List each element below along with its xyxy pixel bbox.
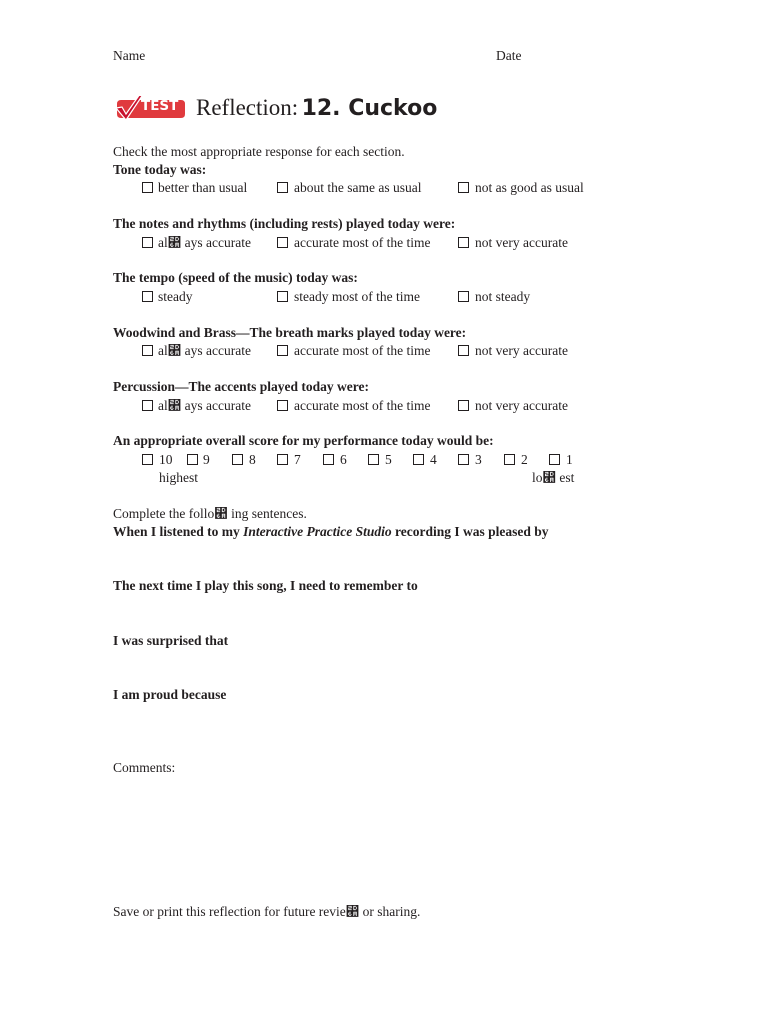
notes-always-label: al⵪ ays accurate [158, 235, 251, 250]
breath-not-checkbox[interactable] [458, 345, 469, 356]
accents-most-checkbox[interactable] [277, 400, 288, 411]
score-4-label: 4 [430, 452, 437, 467]
tempo-most-label: steady most of the time [294, 289, 420, 304]
pleased-prompt-product: Interactive Practice Studio [243, 524, 392, 539]
score-10-checkbox[interactable] [142, 454, 153, 465]
test-badge [113, 96, 185, 118]
score-1-checkbox[interactable] [549, 454, 560, 465]
test-badge-text: TEST [141, 98, 179, 114]
score-1-label: 1 [566, 452, 573, 467]
tempo-steady-label: steady [158, 289, 193, 304]
breath-heading: Woodwind and Brass—The breath marks played today were: [113, 325, 467, 340]
tone-same-label: about the same as usual [294, 180, 422, 195]
remember-prompt: The next time I play this song, I need to remember to [113, 578, 418, 593]
page-title [196, 95, 437, 121]
date-label: Date [496, 48, 522, 63]
title-song: 12. Cuckoo [301, 96, 438, 121]
tone-better-checkbox[interactable] [142, 182, 153, 193]
accents-always-checkbox[interactable] [142, 400, 153, 411]
breath-most-checkbox[interactable] [277, 345, 288, 356]
notes-not-checkbox[interactable] [458, 237, 469, 248]
notes-always-checkbox[interactable] [142, 237, 153, 248]
pleased-prompt [113, 524, 549, 540]
notes-heading: The notes and rhythms (including rests) played today were: [113, 216, 456, 231]
score-9-label: 9 [203, 452, 210, 467]
score-2-checkbox[interactable] [504, 454, 515, 465]
breath-always-checkbox[interactable] [142, 345, 153, 356]
score-7-label: 7 [294, 452, 301, 467]
score-9-checkbox[interactable] [187, 454, 198, 465]
notes-most-checkbox[interactable] [277, 237, 288, 248]
accents-not-label: not very accurate [475, 398, 568, 413]
score-7-checkbox[interactable] [277, 454, 288, 465]
score-5-checkbox[interactable] [368, 454, 379, 465]
tempo-heading: The tempo (speed of the music) today was: [113, 270, 358, 285]
tone-worse-checkbox[interactable] [458, 182, 469, 193]
accents-always-label: al⵪ ays accurate [158, 398, 251, 413]
notes-most-label: accurate most of the time [294, 235, 431, 250]
sentences-intro: Complete the follo⵪ ing sentences. [113, 506, 307, 521]
name-label: Name [113, 48, 146, 63]
comments-label: Comments: [113, 760, 176, 775]
notes-not-label: not very accurate [475, 235, 568, 250]
score-10-label: 10 [159, 452, 173, 467]
accents-heading: Percussion—The accents played today were: [113, 379, 369, 394]
breath-always-label: al⵪ ays accurate [158, 343, 251, 358]
breath-most-label: accurate most of the time [294, 343, 431, 358]
breath-not-label: not very accurate [475, 343, 568, 358]
score-4-checkbox[interactable] [413, 454, 424, 465]
tone-heading: Tone today was: [113, 162, 207, 177]
tempo-not-label: not steady [475, 289, 531, 304]
pleased-prompt-start: When I listened to my [113, 524, 244, 539]
tempo-steady-checkbox[interactable] [142, 291, 153, 302]
tone-better-label: better than usual [158, 180, 248, 195]
score-2-label: 2 [521, 452, 528, 467]
accents-not-checkbox[interactable] [458, 400, 469, 411]
score-3-label: 3 [475, 452, 482, 467]
surprised-prompt: I was surprised that [113, 633, 229, 648]
score-6-checkbox[interactable] [323, 454, 334, 465]
accents-most-label: accurate most of the time [294, 398, 431, 413]
proud-prompt: I am proud because [113, 687, 227, 702]
tone-worse-label: not as good as usual [475, 180, 584, 195]
score-8-label: 8 [249, 452, 256, 467]
score-lowest-label: lo⵪ est [532, 470, 575, 485]
instructions: Check the most appropriate response for each section. [113, 144, 405, 159]
tone-same-checkbox[interactable] [277, 182, 288, 193]
score-heading: An appropriate overall score for my performance today would be: [113, 433, 494, 448]
score-5-label: 5 [385, 452, 392, 467]
title-prefix: Reflection: [196, 95, 299, 120]
score-highest-label: highest [159, 470, 198, 485]
score-8-checkbox[interactable] [232, 454, 243, 465]
pleased-prompt-end: recording I was pleased by [391, 524, 549, 539]
score-3-checkbox[interactable] [458, 454, 469, 465]
tempo-not-checkbox[interactable] [458, 291, 469, 302]
score-6-label: 6 [340, 452, 347, 467]
footer-note: Save or print this reflection for future revie⵪ or sharing. [113, 904, 421, 919]
tempo-most-checkbox[interactable] [277, 291, 288, 302]
